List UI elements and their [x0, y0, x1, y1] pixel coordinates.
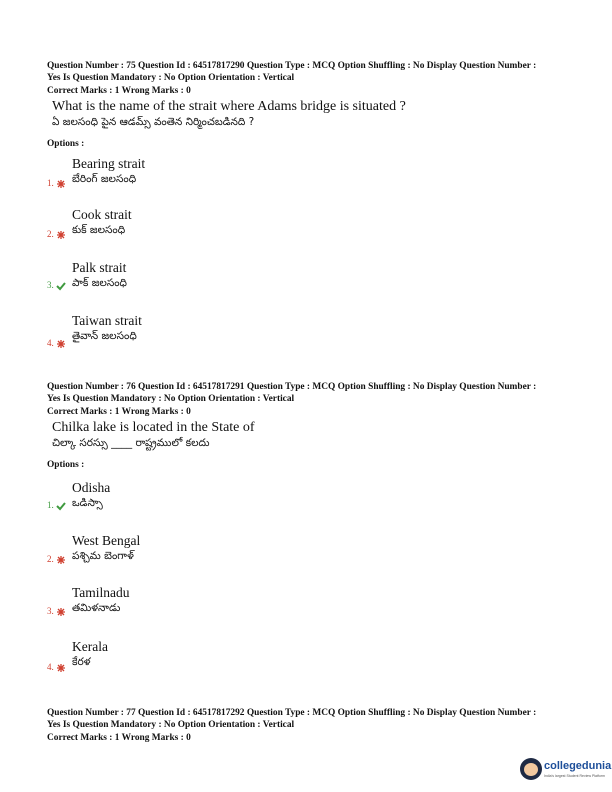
question-meta-line: Question Number : 77 Question Id : 64517817292 Question Type : MCQ Option Shuffling : No Display Question Number : — [47, 708, 537, 718]
option-text-telugu: బేరింగ్ జలసంధి — [72, 173, 137, 185]
question-marks: Correct Marks : 1 Wrong Marks : 0 — [47, 86, 191, 96]
question-text-telugu: చిల్కా సరస్సు ____ రాష్ట్రములో కలదు — [52, 437, 210, 449]
option-number: 3. — [47, 606, 77, 617]
option-text-english: Cook strait — [72, 207, 132, 222]
logo-name: collegedunia — [544, 760, 612, 772]
question-meta-line: Question Number : 75 Question Id : 64517817290 Question Type : MCQ Option Shuffling : No Display Question Number : — [47, 61, 537, 71]
question-text-telugu: ఏ జలసంధి పైన ఆడమ్స్ వంతెన నిర్మించబడినది ? — [52, 116, 255, 128]
option-number: 4. — [47, 662, 77, 673]
option-text-telugu: తమిళనాడు — [72, 602, 121, 614]
question-meta-line: Yes Is Question Mandatory : No Option Orientation : Vertical — [47, 720, 295, 730]
option-text-english: Bearing strait — [72, 156, 146, 171]
checkmark-icon — [56, 281, 66, 291]
option-text-english: Odisha — [72, 480, 111, 495]
question-text-english: What is the name of the strait where Adams bridge is situated ? — [52, 99, 406, 114]
options-label: Options : — [47, 139, 85, 149]
checkmark-icon — [56, 501, 66, 511]
cross-icon — [56, 607, 66, 617]
option-text-telugu: కేరళ — [72, 656, 91, 668]
option-text-telugu: కుక్ జలసంధి — [72, 224, 126, 236]
mascot-icon — [520, 758, 542, 780]
question-meta-line: Yes Is Question Mandatory : No Option Orientation : Vertical — [47, 394, 295, 404]
option-number: 1. — [47, 500, 77, 511]
option-number: 3. — [47, 280, 77, 291]
option-number: 4. — [47, 338, 77, 349]
option-text — [72, 480, 110, 510]
option-number: 2. — [47, 554, 77, 565]
question-marks: Correct Marks : 1 Wrong Marks : 0 — [47, 407, 191, 417]
cross-icon — [56, 230, 66, 240]
option-text — [72, 585, 130, 615]
option-text-english: Taiwan strait — [72, 313, 142, 328]
question-text — [47, 99, 577, 129]
collegedunia-logo — [520, 758, 610, 786]
question-75 — [47, 60, 577, 149]
option-text-telugu: పాక్ జలసంధి — [72, 277, 127, 289]
option-text — [72, 260, 127, 290]
option-number: 1. — [47, 178, 77, 189]
cross-icon — [56, 339, 66, 349]
option-text-telugu: ఒడిస్సా — [72, 497, 103, 509]
option-text-english: Palk strait — [72, 260, 127, 275]
option-text-english: West Bengal — [72, 533, 141, 548]
option-text-english: Tamilnadu — [72, 585, 130, 600]
options-label: Options : — [47, 460, 85, 470]
option-text — [72, 313, 142, 343]
question-76 — [47, 381, 577, 470]
question-text — [47, 420, 577, 450]
logo-tagline: India's largest Student Review Platform — [544, 774, 605, 778]
cross-icon — [56, 663, 66, 673]
option-text — [72, 639, 108, 669]
cross-icon — [56, 179, 66, 189]
question-meta-line: Yes Is Question Mandatory : No Option Orientation : Vertical — [47, 73, 295, 83]
option-text-telugu: తైవాన్ జలసంధి — [72, 330, 137, 342]
question-text-english: Chilka lake is located in the State of — [52, 420, 255, 435]
option-text — [72, 533, 140, 563]
question-meta-line: Question Number : 76 Question Id : 64517817291 Question Type : MCQ Option Shuffling : No Display Question Number : — [47, 382, 537, 392]
option-text-telugu: పశ్చిమ బెంగాళ్ — [72, 550, 134, 562]
option-text — [72, 207, 132, 237]
option-number: 2. — [47, 229, 77, 240]
cross-icon — [56, 555, 66, 565]
option-text — [72, 156, 145, 186]
question-77 — [47, 707, 577, 744]
question-marks: Correct Marks : 1 Wrong Marks : 0 — [47, 733, 191, 743]
option-text-english: Kerala — [72, 639, 108, 654]
